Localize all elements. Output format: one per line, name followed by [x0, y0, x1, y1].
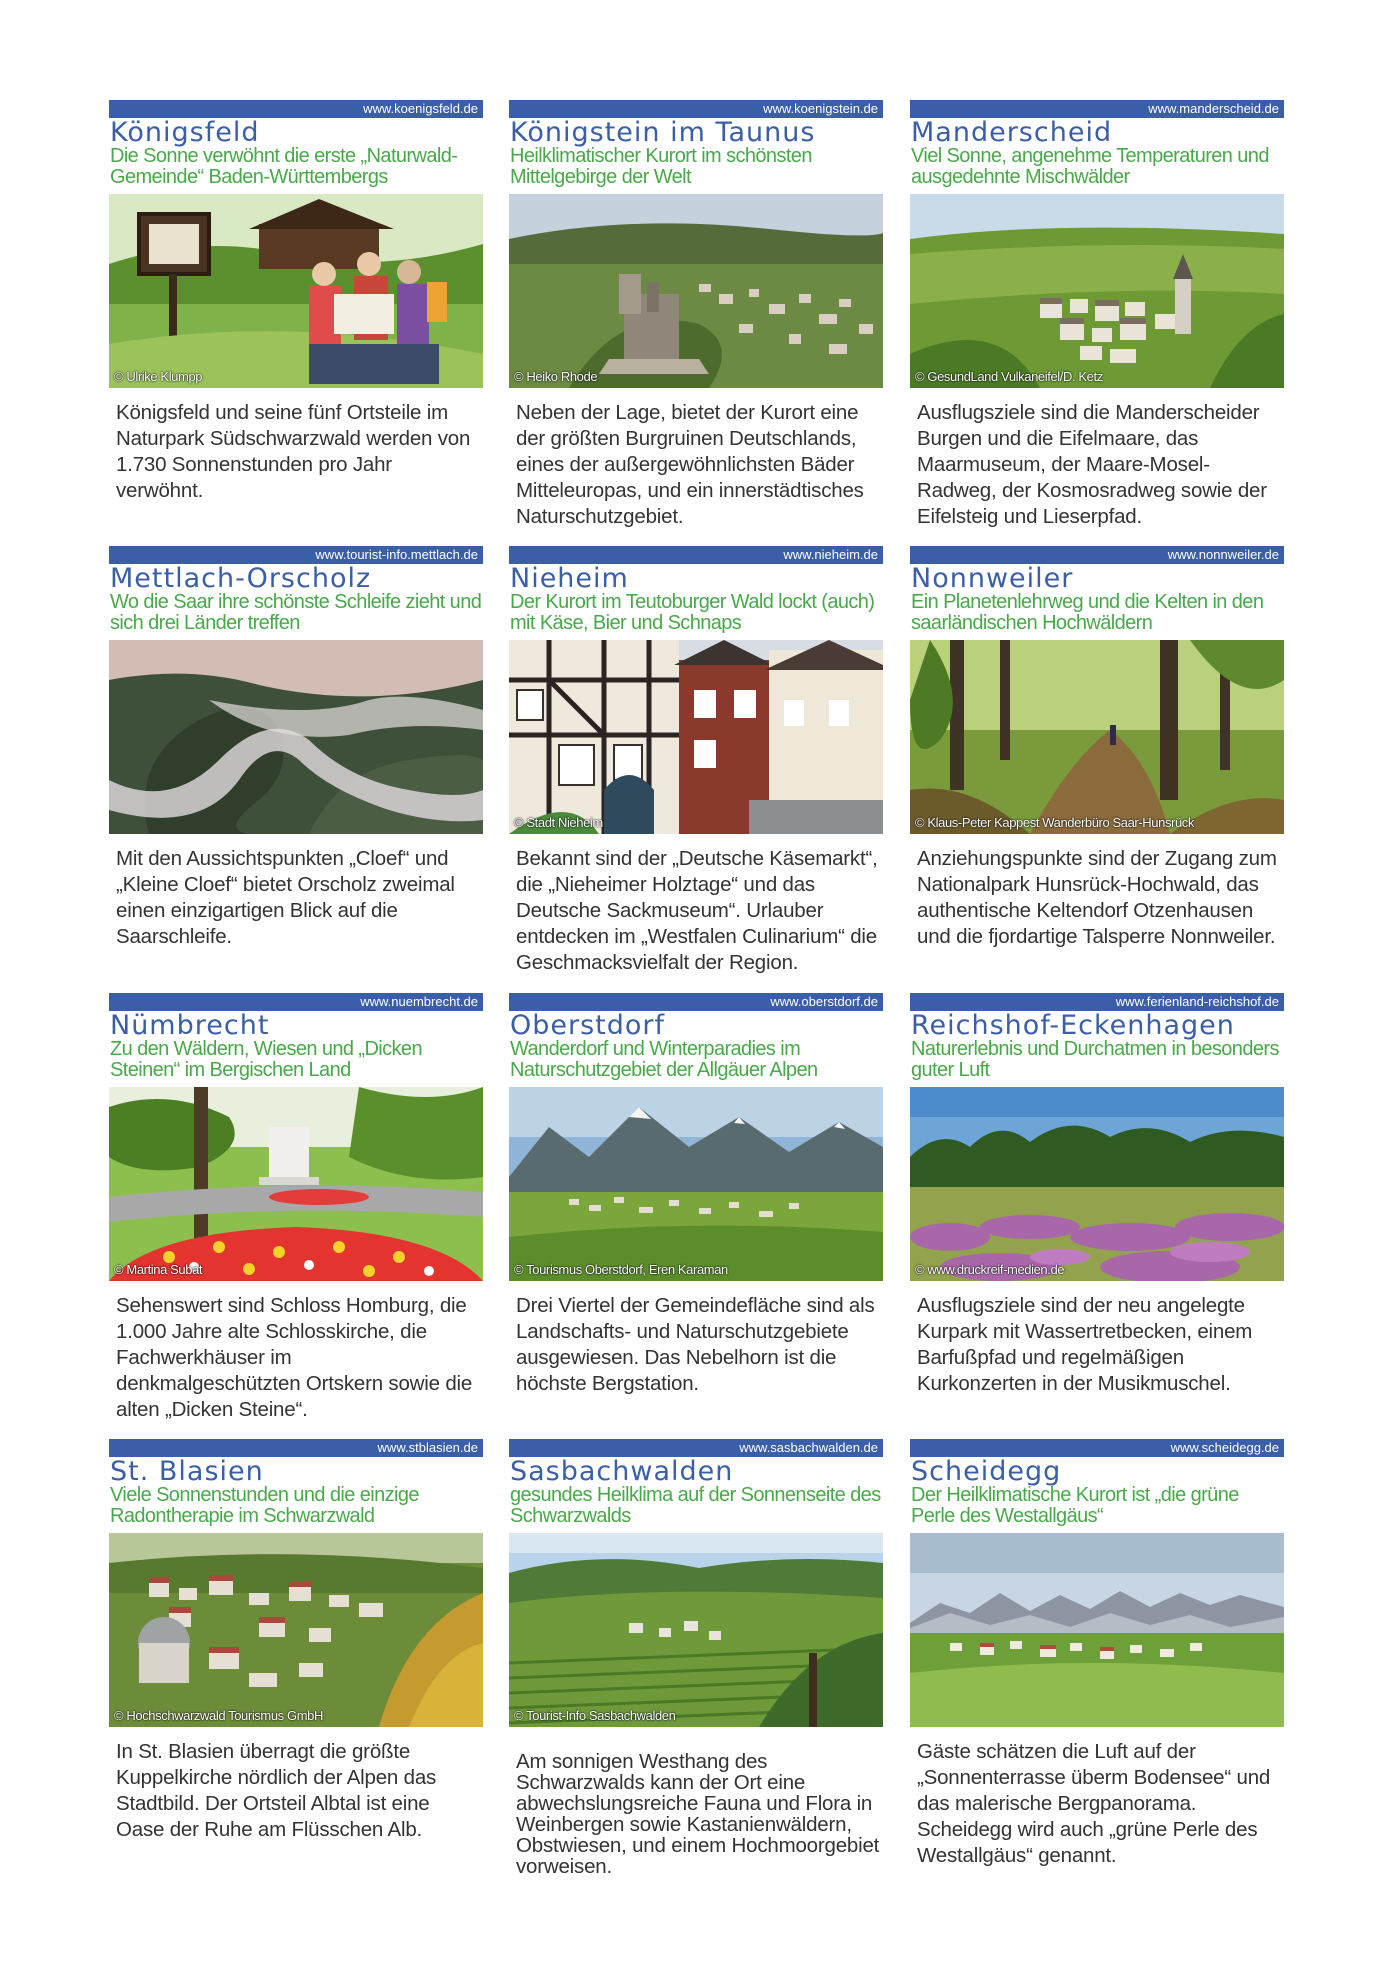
- photo-credit: © Klaus-Peter Kappest Wanderbüro Saar-Hunsrück: [915, 815, 1195, 830]
- landscape-image: [509, 1087, 883, 1281]
- destination-subtitle: Heilklimatischer Kurort im schönsten Mittelgebirge der Welt: [510, 146, 812, 188]
- destination-description: Gäste schätzen die Luft auf der „Sonnenterrasse überm Bodensee“ und das malerische Bergpanorama. Scheidegg wird auch „grüne Perle des Westallgäus“ genannt.: [917, 1740, 1271, 1867]
- website-url-bar[interactable]: www.tourist-info.mettlach.de: [109, 546, 483, 564]
- destination-card: [109, 100, 483, 540]
- destination-card: [910, 100, 1284, 540]
- destination-description: Mit den Aussichtspunkten „Cloef“ und „Kleine Cloef“ bietet Orscholz zweimal einen einzigartigen Blick auf die Saarschleife.: [116, 847, 455, 948]
- website-url-bar[interactable]: www.oberstdorf.de: [509, 993, 883, 1011]
- destination-description: Drei Viertel der Gemeindefläche sind als Landschafts- und Naturschutzgebiete ausgewiesen. Das Nebelhorn ist die höchste Bergstation.: [516, 1294, 875, 1395]
- destination-photo: [109, 1087, 483, 1281]
- destination-subtitle: Wo die Saar ihre schönste Schleife zieht und sich drei Länder treffen: [110, 592, 482, 634]
- photo-credit: © Martina Subat: [114, 1262, 203, 1277]
- destination-subtitle: Viele Sonnenstunden und die einzige Radontherapie im Schwarzwald: [110, 1485, 419, 1527]
- destination-title: Manderscheid: [911, 118, 1113, 148]
- destination-description: Ausflugsziele sind die Manderscheider Burgen und die Eifelmaare, das Maarmuseum, der Maare-Mosel-Radweg, der Kosmosradweg sowie der Eifelsteig und Lieserpfad.: [917, 401, 1267, 528]
- landscape-image: [509, 640, 883, 834]
- destination-card: [509, 993, 883, 1433]
- destination-title: Nieheim: [510, 564, 629, 594]
- destination-photo: [109, 194, 483, 388]
- destination-card: [910, 993, 1284, 1433]
- photo-credit: © Heiko Rhode: [514, 369, 598, 384]
- landscape-image: [109, 1087, 483, 1281]
- destination-subtitle: Zu den Wäldern, Wiesen und „Dicken Steinen“ im Bergischen Land: [110, 1039, 422, 1081]
- landscape-image: [109, 194, 483, 388]
- destination-title: Reichshof-Eckenhagen: [911, 1011, 1235, 1041]
- website-url-bar[interactable]: www.nuembrecht.de: [109, 993, 483, 1011]
- photo-credit: © Hochschwarzwald Tourismus GmbH: [114, 1708, 323, 1723]
- destination-title: Nonnweiler: [911, 564, 1074, 594]
- landscape-image: [910, 194, 1284, 388]
- destination-photo: [509, 194, 883, 388]
- website-url-bar[interactable]: www.scheidegg.de: [910, 1439, 1284, 1457]
- destination-title: St. Blasien: [110, 1457, 264, 1487]
- landscape-image: [910, 1087, 1284, 1281]
- website-url-bar[interactable]: www.koenigsfeld.de: [109, 100, 483, 118]
- destination-title: Mettlach-Orscholz: [110, 564, 372, 594]
- destination-title: Königsfeld: [110, 118, 260, 148]
- website-url-bar[interactable]: www.nonnweiler.de: [910, 546, 1284, 564]
- destination-title: Scheidegg: [911, 1457, 1062, 1487]
- website-url-bar[interactable]: www.stblasien.de: [109, 1439, 483, 1457]
- destination-description: Königsfeld und seine fünf Ortsteile im Naturpark Südschwarzwald werden von 1.730 Sonnenstunden pro Jahr verwöhnt.: [116, 401, 471, 502]
- destination-card: [509, 1439, 883, 1879]
- website-url-bar[interactable]: www.koenigstein.de: [509, 100, 883, 118]
- destination-title: Königstein im Taunus: [510, 118, 816, 148]
- landscape-image: [910, 640, 1284, 834]
- website-url-bar[interactable]: www.sasbachwalden.de: [509, 1439, 883, 1457]
- photo-credit: © Tourismus Oberstdorf, Eren Karaman: [514, 1262, 728, 1277]
- website-url-bar[interactable]: www.ferienland-reichshof.de: [910, 993, 1284, 1011]
- photo-credit: © Tourist-Info Sasbachwalden: [514, 1708, 676, 1723]
- destination-photo: [109, 640, 483, 834]
- photo-credit: © Ulrike Klumpp: [114, 369, 203, 384]
- destination-photo: [910, 1087, 1284, 1281]
- destination-card: [910, 1439, 1284, 1879]
- photo-credit: © Stadt Nieheim: [514, 815, 603, 830]
- destination-title: Sasbachwalden: [510, 1457, 734, 1487]
- destination-description: Ausflugsziele sind der neu angelegte Kurpark mit Wassertretbecken, einem Barfußpfad und regelmäßigen Kurkonzerten in der Musikmuschel.: [917, 1294, 1253, 1395]
- photo-credit: © www.druckreif-medien.de: [915, 1262, 1065, 1277]
- destination-card: [109, 1439, 483, 1879]
- destination-card: [109, 993, 483, 1433]
- website-url-bar[interactable]: www.nieheim.de: [509, 546, 883, 564]
- destination-card: [910, 546, 1284, 986]
- destination-card: [109, 546, 483, 986]
- destination-photo: [509, 1087, 883, 1281]
- destination-description: In St. Blasien überragt die größte Kuppelkirche nördlich der Alpen das Stadtbild. Der Ortsteil Albtal ist eine Oase der Ruhe am Flüsschen Alb.: [116, 1740, 437, 1841]
- landscape-image: [509, 1533, 883, 1727]
- destination-photo: [509, 640, 883, 834]
- destination-title: Oberstdorf: [510, 1011, 666, 1041]
- destination-photo: [910, 194, 1284, 388]
- destination-description: Neben der Lage, bietet der Kurort eine der größten Burgruinen Deutschlands, eines der außergewöhnlichsten Bäder Mitteleuropas, und ein innerstädtisches Naturschutzgebiet.: [516, 401, 864, 528]
- landscape-image: [109, 640, 483, 834]
- destination-description: Bekannt sind der „Deutsche Käsemarkt“, die „Nieheimer Holztage“ und das Deutsche Sackmuseum“. Urlauber entdecken im „Westfalen Culinarium“ die Geschmacksvielfalt der Region.: [516, 847, 878, 974]
- destination-subtitle: Naturerlebnis und Durchatmen in besonders guter Luft: [911, 1039, 1279, 1081]
- destination-photo: [910, 640, 1284, 834]
- photo-credit: © GesundLand Vulkaneifel/D. Ketz: [915, 369, 1103, 384]
- destination-card: [509, 546, 883, 986]
- website-url-bar[interactable]: www.manderscheid.de: [910, 100, 1284, 118]
- destination-subtitle: Die Sonne verwöhnt die erste „Naturwald-Gemeinde“ Baden-Württembergs: [110, 146, 458, 188]
- destination-subtitle: Der Kurort im Teutoburger Wald lockt (auch) mit Käse, Bier und Schnaps: [510, 592, 875, 634]
- destination-subtitle: Der Heilklimatische Kurort ist „die grüne Perle des Westallgäus“: [911, 1485, 1239, 1527]
- destination-subtitle: Ein Planetenlehrweg und die Kelten in den saarländischen Hochwäldern: [911, 592, 1264, 634]
- destination-subtitle: gesundes Heilklima auf der Sonnenseite des Schwarzwalds: [510, 1485, 881, 1527]
- destination-description: Sehenswert sind Schloss Homburg, die 1.000 Jahre alte Schlosskirche, die Fachwerkhäuser im denkmalgeschützten Ortskern sowie die alten „Dicken Steine“.: [116, 1294, 473, 1421]
- destination-photo: [109, 1533, 483, 1727]
- landscape-image: [509, 194, 883, 388]
- destination-card: [509, 100, 883, 540]
- landscape-image: [109, 1533, 483, 1727]
- destination-title: Nümbrecht: [110, 1011, 270, 1041]
- destination-description: Am sonnigen Westhang des Schwarzwalds kann der Ort eine abwechslungsreiche Fauna und Flora in Weinbergen sowie Kastanienwäldern, Obstwiesen, und einem Hochmoorgebiet vorweisen.: [516, 1750, 880, 1878]
- destination-photo: [509, 1533, 883, 1727]
- destination-photo: [910, 1533, 1284, 1727]
- destination-subtitle: Viel Sonne, angenehme Temperaturen und ausgedehnte Mischwälder: [911, 146, 1269, 188]
- destination-subtitle: Wanderdorf und Winterparadies im Naturschutzgebiet der Allgäuer Alpen: [510, 1039, 818, 1081]
- destination-description: Anziehungspunkte sind der Zugang zum Nationalpark Hunsrück-Hochwald, das authentische Keltendorf Otzenhausen und die fjordartige Talsperre Nonnweiler.: [917, 847, 1277, 948]
- landscape-image: [910, 1533, 1284, 1727]
